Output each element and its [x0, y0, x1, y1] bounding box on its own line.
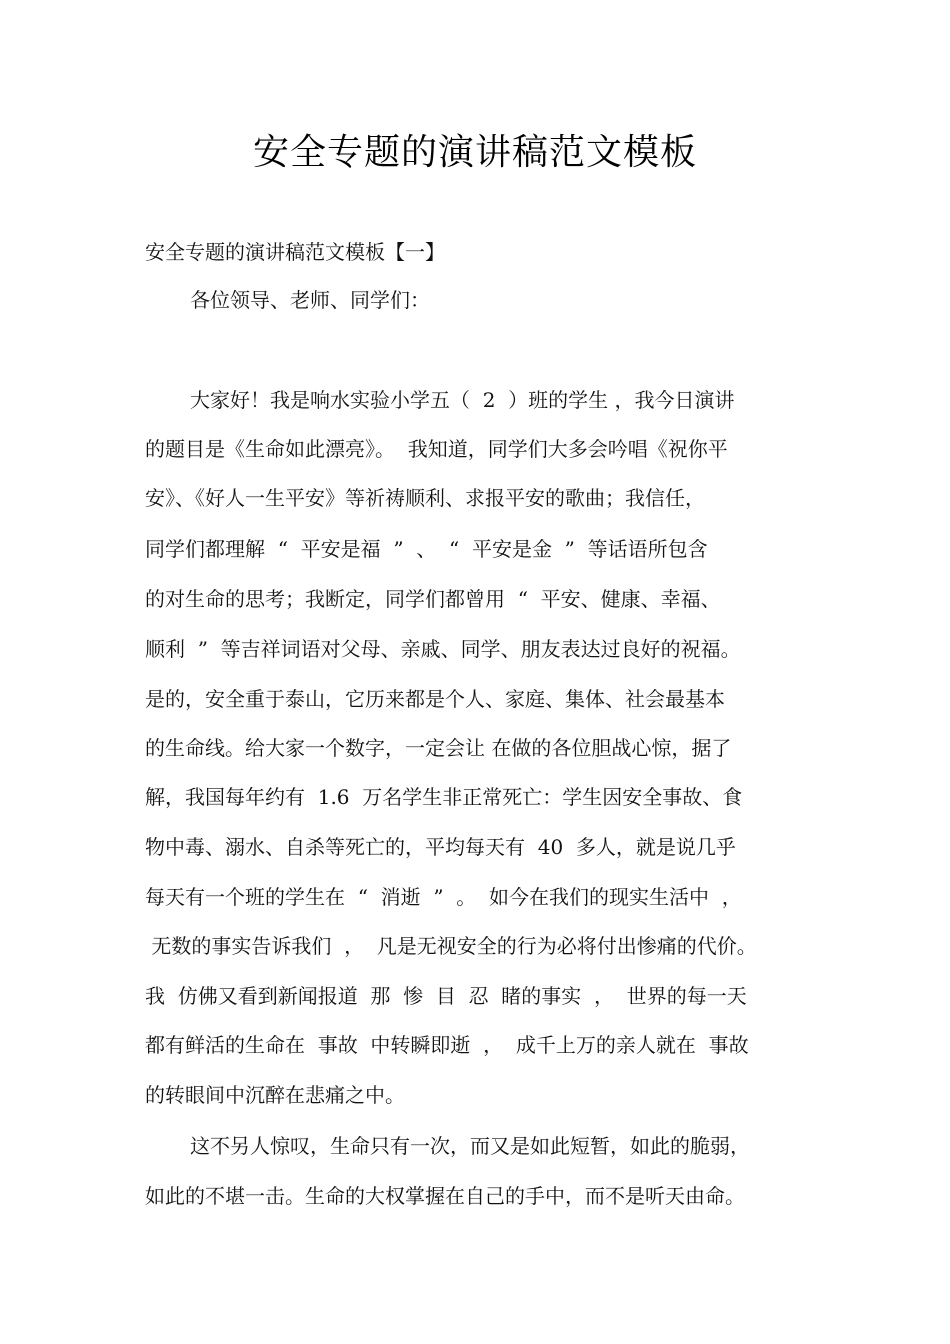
- paragraph-line: 物中毒、溺水、自杀等死亡的，平均每天有 40 多人，就是说几乎: [145, 835, 736, 859]
- paragraph-line: 每天有一个班的学生在 “ 消逝 ” 。 如今在我们的现实生活中 ，: [145, 885, 742, 909]
- document-title: 安全专题的演讲稿范文模板: [252, 132, 697, 173]
- section-heading: 安全专题的演讲稿范文模板【一】: [145, 240, 445, 264]
- paragraph-line: 无数的事实告诉我们 ， 凡是无视安全的行为必将付出惨痛的代价。: [145, 934, 757, 958]
- paragraph-line: 都有鲜活的生命在 事故 中转瞬即逝 ， 成千上万的亲人就在 事故: [145, 1033, 749, 1057]
- paragraph-line: 我 仿佛又看到新闻报道 那 惨 目 忍 睹的事实 ， 世界的每一天: [145, 984, 747, 1008]
- salutation: 各位领导、老师、同学们：: [190, 288, 430, 312]
- paragraph-line: 的转眼间中沉醉在悲痛之中。: [145, 1083, 405, 1107]
- paragraph-line: 的生命线。给大家一个数字，一定会让 在做的各位胆战心惊，据了: [145, 736, 732, 760]
- paragraph-line: 的对生命的思考；我断定，同学们都曾用 “ 平安、健康、幸福、: [145, 587, 721, 611]
- paragraph-line: 解，我国每年约有 1.6 万名学生非正常死亡：学生因安全事故、食: [145, 785, 743, 809]
- paragraph-line: 顺利 ” 等吉祥词语对父母、亲戚、同学、朋友表达过良好的祝福。: [145, 637, 741, 661]
- paragraph-line: 大家好！我是响水实验小学五（ 2 ）班的学生 ，我今日演讲: [190, 388, 735, 412]
- paragraph-line: 安》、《好人一生平安》等祈祷顺利、求报平安的歌曲；我信任，: [145, 486, 705, 510]
- paragraph-line: 是的，安全重于泰山，它历来都是个人、家庭、集体、社会最基本: [145, 687, 725, 711]
- paragraph-line: 这不另人惊叹，生命只有一次，而又是如此短暂，如此的脆弱，: [190, 1134, 750, 1158]
- paragraph-line: 如此的不堪一击。生命的大权掌握在自己的手中，而不是听天由命。: [145, 1184, 745, 1208]
- paragraph-line: 的题目是《生命如此漂亮》。 我知道，同学们大多会吟唱《祝你平: [145, 437, 728, 461]
- paragraph-line: 同学们都理解 “ 平安是福 ” 、 “ 平安是金 ” 等话语所包含: [145, 537, 708, 561]
